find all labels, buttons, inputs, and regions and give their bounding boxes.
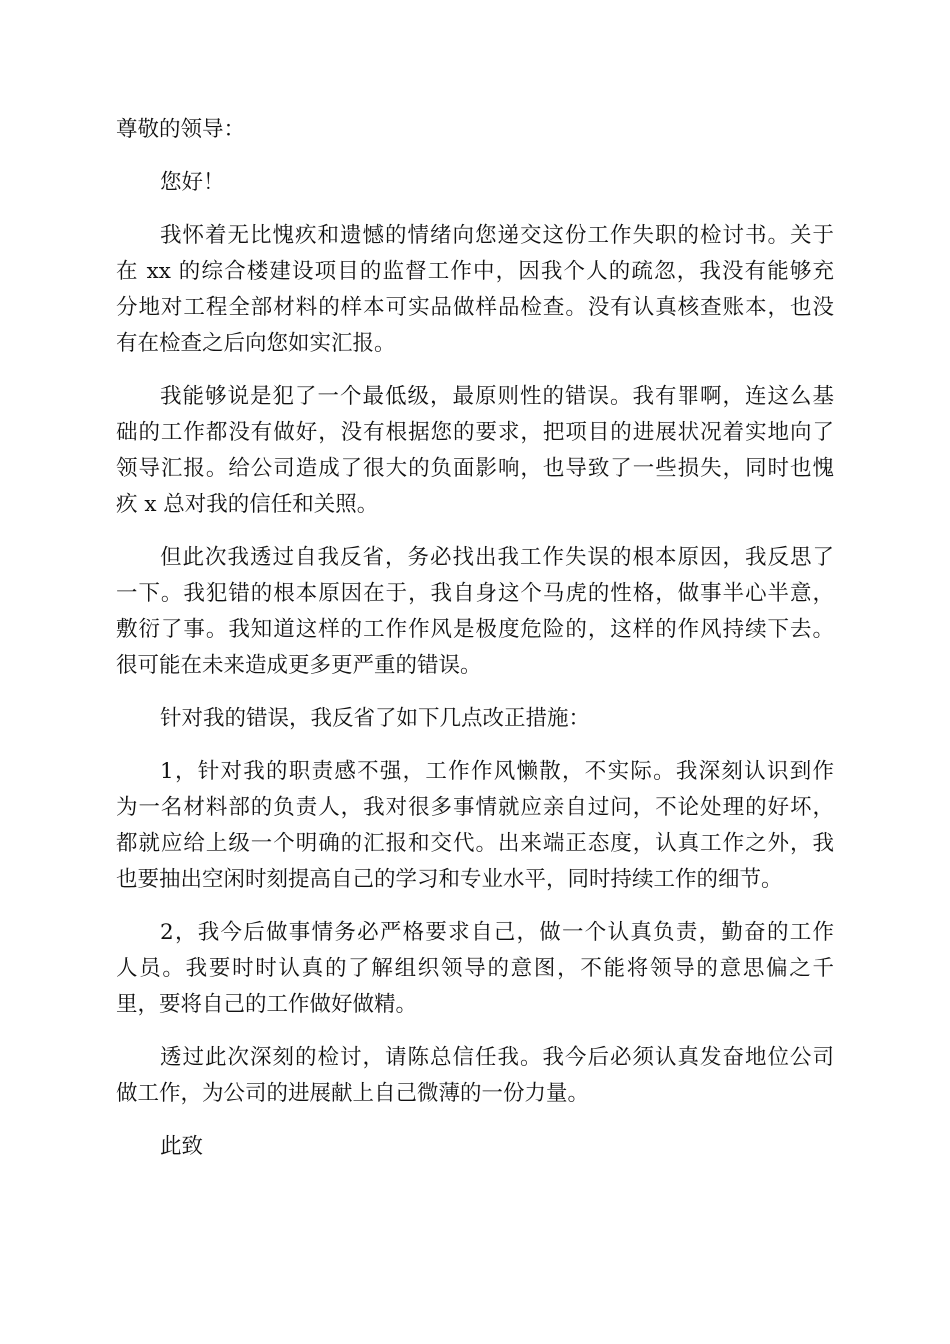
paragraph-7: [116, 1040, 834, 1112]
paragraph-line: 础的工作都没有做好，没有根据您的要求，把项目的进展状况着实地向了: [116, 420, 834, 445]
paragraph-line: 一下。我犯错的根本原因在于，我自身这个马虎的性格，做事半心半意，: [116, 581, 834, 606]
paragraph-line: 我怀着无比愧疚和遗憾的情绪向您递交这份工作失职的检讨书。关于: [160, 223, 834, 248]
paragraph-line: 人员。我要时时认真的了解组织领导的意图，不能将领导的意思偏之千: [116, 956, 834, 981]
paragraph-line: 敷衍了事。我知道这样的工作作风是极度危险的，这样的作风持续下去。: [116, 617, 834, 642]
paragraph-line: 都就应给上级一个明确的汇报和交代。出来端正态度，认真工作之外，我: [116, 831, 834, 856]
paragraph-line: 透过此次深刻的检讨，请陈总信任我。我今后必须认真发奋地位公司: [160, 1045, 834, 1070]
closing-line: 此致: [160, 1134, 204, 1159]
paragraph-line: 有在检查之后向您如实汇报。: [116, 331, 396, 356]
greeting: [116, 165, 834, 201]
paragraph-line: 领导汇报。给公司造成了很大的负面影响，也导致了一些损失，同时也愧: [116, 456, 834, 481]
paragraph-3: [116, 540, 834, 684]
paragraph-line: 针对我的错误，我反省了如下几点改正措施：: [160, 706, 591, 731]
paragraph-line: 很可能在未来造成更多更严重的错误。: [116, 653, 482, 678]
paragraph-line: 2，我今后做事情务必严格要求自己，做一个认真负责，勤奋的工作: [160, 920, 834, 945]
salutation-line: 尊敬的领导：: [116, 117, 246, 142]
letter-page: [116, 112, 834, 1182]
paragraph-2: [116, 379, 834, 523]
paragraph-line: 做工作，为公司的进展献上自己微薄的一份力量。: [116, 1081, 590, 1106]
paragraph-line: 但此次我透过自我反省，务必找出我工作失误的根本原因，我反思了: [160, 545, 834, 570]
paragraph-line: 疚 x 总对我的信任和关照。: [116, 492, 379, 517]
paragraph-line: 1，针对我的职责感不强，工作作风懒散，不实际。我深刻认识到作: [160, 759, 834, 784]
paragraph-line: 为一名材料部的负责人，我对很多事情就应亲自过问，不论处理的好坏，: [116, 795, 834, 820]
paragraph-line: 也要抽出空闲时刻提高自己的学习和专业水平，同时持续工作的细节。: [116, 867, 783, 892]
paragraph-line: 我能够说是犯了一个最低级，最原则性的错误。我有罪啊，连这么基: [160, 384, 834, 409]
salutation: [116, 112, 834, 148]
paragraph-5: [116, 754, 834, 898]
paragraph-line: 分地对工程全部材料的样本可实品做样品检查。没有认真核查账本，也没: [116, 295, 834, 320]
closing: [116, 1129, 834, 1165]
paragraph-line: 里，要将自己的工作做好做精。: [116, 992, 418, 1017]
greeting-line: 您好！: [160, 170, 225, 195]
paragraph-6: [116, 915, 834, 1023]
paragraph-line: 在 xx 的综合楼建设项目的监督工作中，因我个人的疏忽，我没有能够充: [116, 259, 834, 284]
paragraph-1: [116, 218, 834, 362]
paragraph-4: [116, 701, 834, 737]
